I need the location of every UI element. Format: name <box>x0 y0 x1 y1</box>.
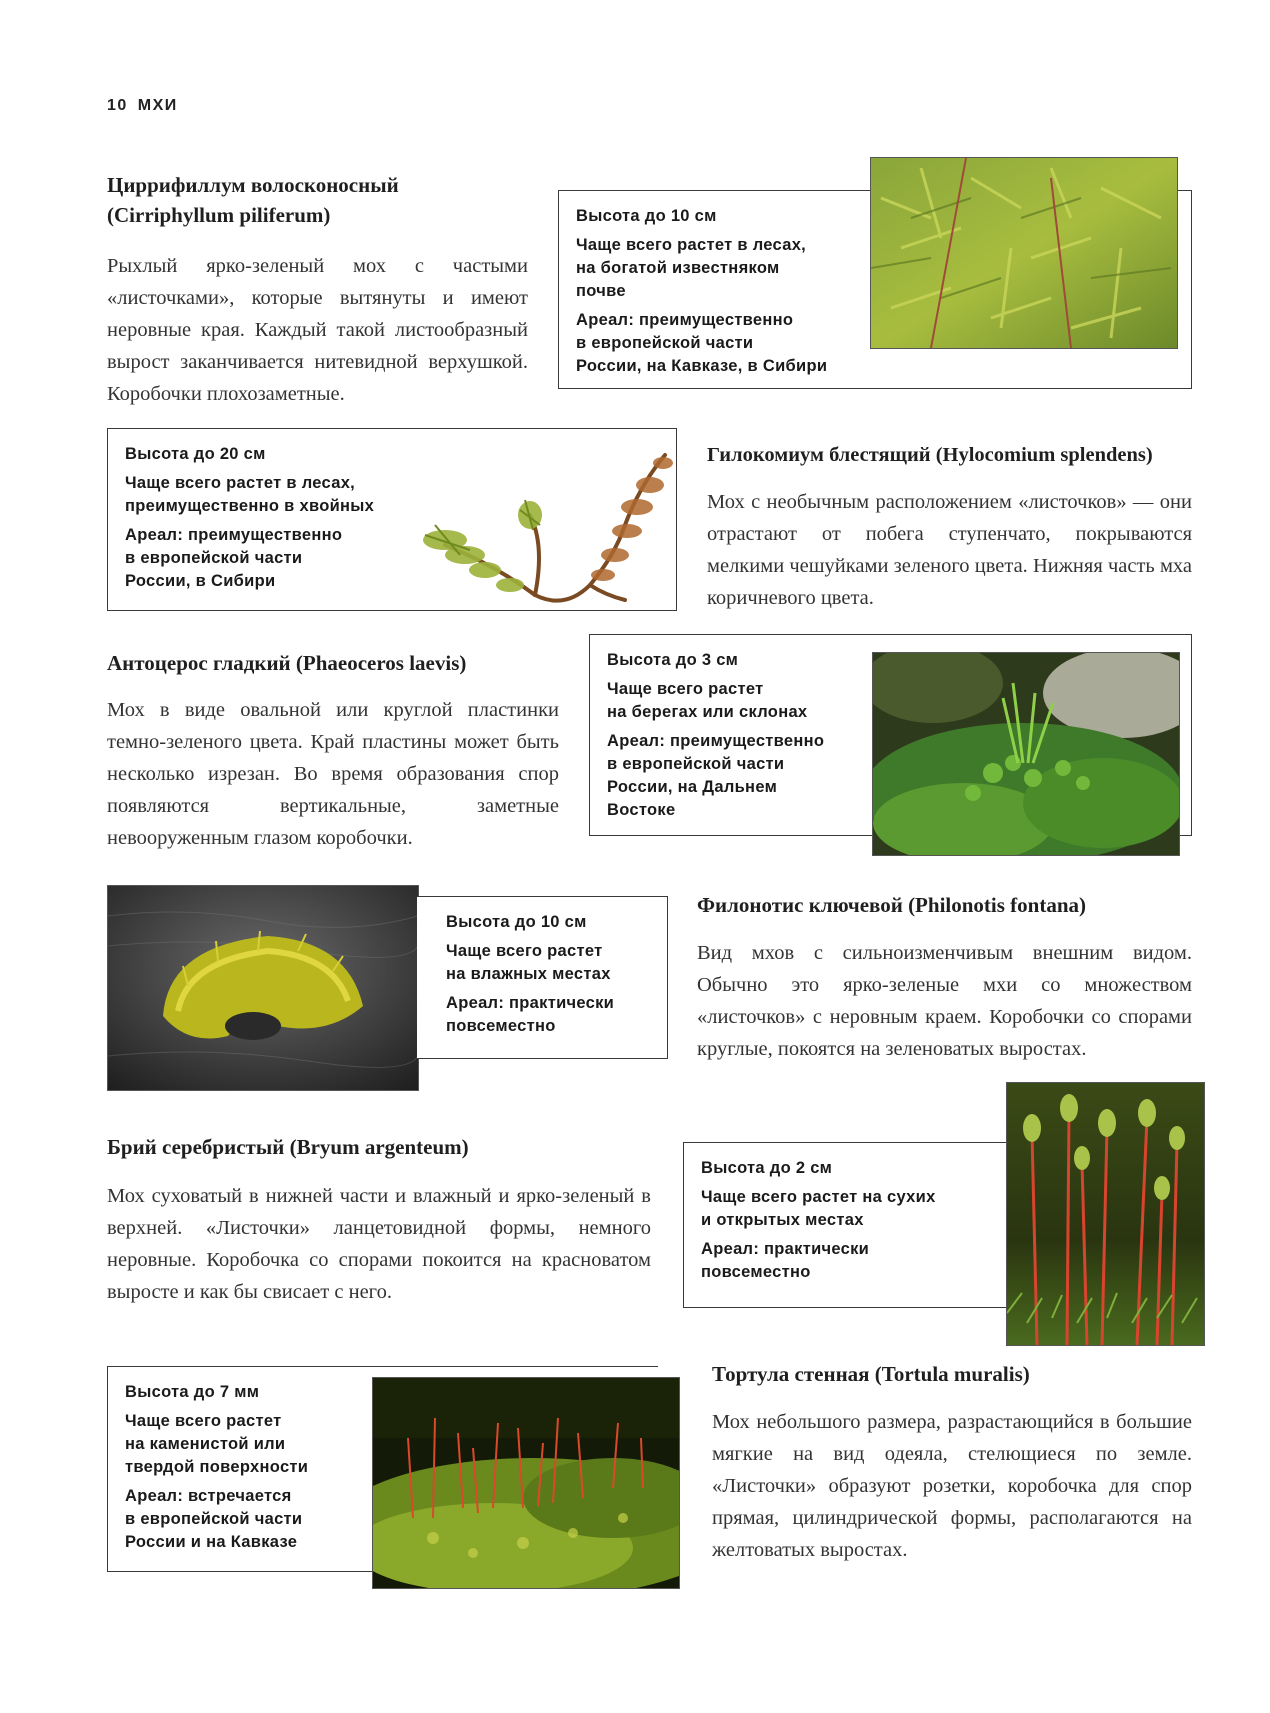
height-text: Высота до 20 см <box>125 445 266 463</box>
info-box-philonotis <box>417 896 668 1059</box>
range-text: Ареал: преимущественно в европейской части России, на Дальнем Востоке <box>607 732 825 819</box>
height-text: Высота до 3 см <box>607 651 739 669</box>
entry-description-tortula: Мох небольшого размера, разрастающийся в большие мягкие на вид одеяла, стелющиеся по земле. «Листочки» образуют розетки, коробочка для спор прямая, цилиндрической формы, располагаются на желтоватых выростах. <box>712 1411 1192 1561</box>
habitat-text: Чаще всего растет на сухих и открытых местах <box>701 1188 936 1229</box>
info-box-tortula-top-rule <box>372 1366 658 1367</box>
habitat-text: Чаще всего растет в лесах, на богатой известняком почве <box>576 236 807 300</box>
moss-photo-icon <box>873 653 1179 855</box>
moss-photo-icon <box>871 158 1177 348</box>
title-line: Циррифиллум волосконосный <box>107 173 399 197</box>
height-text: Высота до 10 см <box>576 207 717 225</box>
habitat-text: Чаще всего растет на каменистой или твердой поверхности <box>125 1412 309 1476</box>
entry-description-bryum: Мох суховатый в нижней части и влажный и ярко-зеленый в верхней. «Листочки» ланцетовидной формы, немного неровные. Коробочка со спорами покоится на красноватом выросте и как бы свисает с него. <box>107 1185 651 1303</box>
info-box-bryum <box>683 1142 1008 1308</box>
habitat-text: Чаще всего растет в лесах, преимущественно в хвойных <box>125 474 375 515</box>
height-text: Высота до 7 мм <box>125 1383 260 1401</box>
running-header <box>107 97 178 115</box>
entry-title-phaeoceros: Антоцерос гладкий (Phaeoceros laevis) <box>107 651 467 675</box>
entry-title-cirriphyllum <box>107 170 547 230</box>
habitat-text: Чаще всего растет на берегах или склонах <box>607 680 808 721</box>
entry-description-cirriphyllum: Рыхлый ярко-зеленый мох с частыми «листочками», которые вытянуты и имеют неровные края. Каждый такой листообразный вырост заканчивается нитевидной верхушкой. Коробочки плохозаметные. <box>107 255 528 405</box>
moss-photo-bryum <box>1006 1082 1205 1346</box>
height-text: Высота до 10 см <box>446 913 587 931</box>
range-text: Ареал: преимущественно в европейской части России, на Кавказе, в Сибири <box>576 311 828 375</box>
range-text: Ареал: практически повсеместно <box>701 1240 870 1281</box>
entry-description-hylocomium: Мох с необычным расположением «листочков» — они отрастают от побега ступенчато, покрываются мелкими чешуйками зеленого цвета. Нижняя часть мха коричневого цвета. <box>707 491 1192 609</box>
moss-photo-phaeoceros <box>872 652 1180 856</box>
moss-photo-icon <box>373 1378 679 1588</box>
entry-title-philonotis: Филонотис ключевой (Philonotis fontana) <box>697 893 1087 917</box>
entry-title-tortula: Тортула стенная (Tortula muralis) <box>712 1362 1030 1386</box>
moss-photo-cirriphyllum <box>870 157 1178 349</box>
title-line: (Cirriphyllum piliferum) <box>107 203 331 227</box>
moss-photo-tortula <box>372 1377 680 1589</box>
moss-sprig-hylocomium <box>415 445 685 625</box>
habitat-text: Чаще всего растет на влажных местах <box>446 942 611 983</box>
range-text: Ареал: практически повсеместно <box>446 994 615 1035</box>
page-number: 10 <box>107 97 128 114</box>
info-box-tortula <box>107 1366 381 1572</box>
moss-photo-icon <box>1007 1083 1204 1345</box>
entry-title-hylocomium: Гилокомиум блестящий (Hylocomium splendens) <box>707 444 1153 466</box>
entry-description-philonotis: Вид мхов с сильноизменчивым внешним видом. Обычно это ярко-зеленые мхи со множеством «листочков» с неровным краем. Коробочки со спорами круглые, покоятся на зеленоватых выростах. <box>697 942 1192 1060</box>
moss-photo-icon <box>108 886 418 1090</box>
range-text: Ареал: преимущественно в европейской части России, в Сибири <box>125 526 343 590</box>
height-text: Высота до 2 см <box>701 1159 833 1177</box>
moss-photo-philonotis <box>107 885 419 1091</box>
range-text: Ареал: встречается в европейской части России и на Кавказе <box>125 1487 303 1551</box>
moss-sprig-icon <box>415 445 685 625</box>
section-title: МХИ <box>137 97 178 114</box>
entry-description-phaeoceros: Мох в виде овальной или круглой пластинки темно-зеленого цвета. Край пластины может быть несколько изрезан. Во время образования спор появляются вертикальные, заметные невооруженным глазом коробочки. <box>107 699 559 849</box>
entry-title-bryum: Брий серебристый (Bryum argenteum) <box>107 1135 469 1159</box>
